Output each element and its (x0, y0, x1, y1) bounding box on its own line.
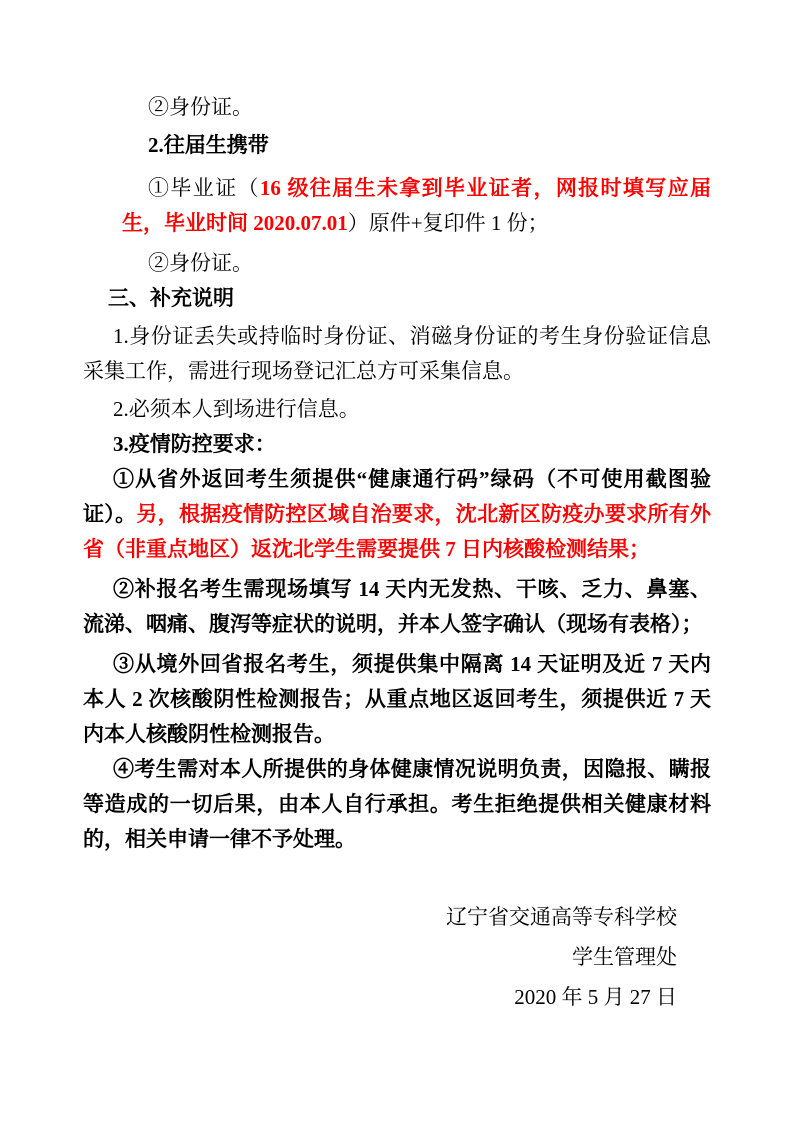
section-two-continuation (122, 90, 711, 281)
subsection-title-returning-students: 2.往届生携带 (148, 133, 269, 157)
paragraph-responsibility: ④考生需对本人所提供的身体健康情况说明负责，因隐报、瞒报等造成的一切后果，由本人自行承担。考生拒绝提供相关健康材料的，相关申请一律不予处理。 (83, 757, 711, 851)
paragraph-id-verification: 1.身份证丢失或持临时身份证、消磁身份证的考生身份验证信息采集工作，需进行现场登记汇总方可采集信息。 (83, 324, 711, 383)
list-item-id-card-1: ②身份证。 (148, 95, 253, 119)
paragraph-in-person: 2.必须本人到场进行信息。 (113, 397, 360, 421)
health-code-red-notice: 另，根据疫情防控区域自治要求，沈北新区防疫办要求所有外省（非重点地区）返沈北学生需要提供 7 日内核酸检测结果； (83, 502, 712, 561)
signature-block (83, 897, 711, 1017)
signature-department: 学生管理处 (572, 945, 677, 969)
diploma-red-notice: 16 级往届生未拿到毕业证者，网报时填写应届生，毕业时间 2020.07.01 (122, 176, 712, 235)
health-code-black-text: ①从省外返回考生须提供“健康通行码”绿码（不可使用截图验证）。 (83, 467, 711, 526)
diploma-tail-text: ）原件+复印件 1 份； (347, 211, 549, 235)
section-three-body (83, 319, 711, 857)
subsection-title-epidemic-requirements: 3.疫情防控要求： (113, 432, 276, 456)
diploma-lead-text: ①毕业证（ (148, 176, 260, 200)
signature-organization: 辽宁省交通高等专科学校 (446, 905, 677, 929)
paragraph-symptom-declaration: ②补报名考生需现场填写 14 天内无发热、干咳、乏力、鼻塞、流涕、咽痛、腹泻等症状的说明，并本人签字确认（现场有表格）； (83, 577, 711, 636)
list-item-id-card-2: ②身份证。 (148, 251, 253, 275)
paragraph-health-code (83, 462, 711, 567)
section-heading-supplementary: 三、补充说明 (108, 286, 234, 310)
paragraph-quarantine-proof: ③从境外回省报名考生，须提供集中隔离 14 天证明及近 7 天内本人 2 次核酸阴性检测报告；从重点地区返回考生，须提供近 7 天内本人核酸阴性检测报告。 (83, 652, 711, 746)
signature-date: 2020 年 5 月 27 日 (514, 985, 677, 1009)
paragraph-diploma (122, 171, 711, 241)
